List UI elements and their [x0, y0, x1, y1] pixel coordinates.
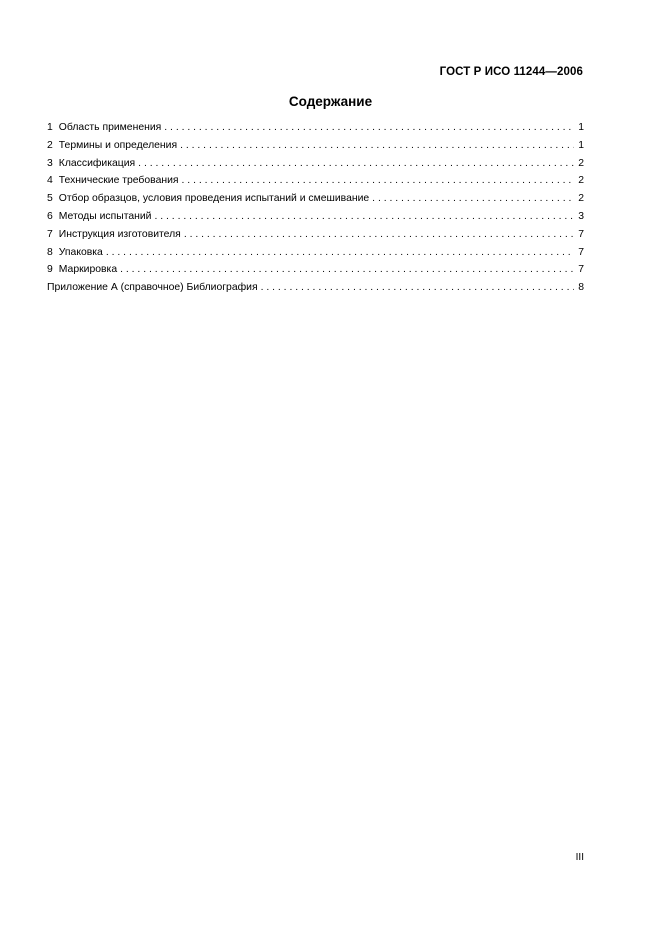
toc-item-number: 9	[47, 264, 53, 276]
toc-item-page: 2	[578, 157, 584, 169]
toc-item-page: 2	[578, 175, 584, 187]
page-number: III	[575, 852, 584, 863]
toc-item-number: 3	[47, 157, 53, 169]
toc-dot-leader	[154, 211, 574, 222]
document-code: ГОСТ Р ИСО 11244—2006	[439, 66, 583, 78]
toc-item-3[interactable]	[47, 158, 584, 176]
toc-title: Содержание	[288, 94, 373, 109]
toc-item-number: 1	[47, 122, 53, 133]
toc-item-number: 8	[47, 246, 53, 258]
toc-item-label: Инструкция изготовителя	[58, 228, 181, 240]
toc-item-label: Приложение А (справочное) Библиография	[47, 282, 258, 294]
toc-item-5[interactable]	[47, 193, 584, 211]
toc-item-appendix-a[interactable]	[47, 282, 584, 300]
toc-dot-leader	[180, 140, 574, 151]
toc-dot-leader	[261, 282, 574, 293]
toc-item-page: 1	[578, 122, 584, 133]
toc-item-8[interactable]	[47, 247, 584, 265]
toc-item-number: 5	[47, 193, 53, 205]
toc-item-label: Область применения	[58, 122, 162, 133]
toc-item-7[interactable]	[47, 229, 584, 247]
toc-item-label: Маркировка	[58, 264, 118, 276]
toc-item-number: 4	[47, 175, 53, 187]
toc-item-1[interactable]	[47, 122, 584, 140]
toc-item-page: 2	[578, 193, 584, 205]
toc-dot-leader	[120, 264, 574, 275]
toc-item-page: 3	[578, 210, 584, 222]
toc-item-6[interactable]	[47, 211, 584, 229]
toc-item-number: 6	[47, 210, 53, 222]
toc-item-label: Термины и определения	[58, 139, 178, 151]
toc-dot-leader	[182, 175, 574, 186]
toc-dot-leader	[184, 229, 574, 240]
toc-item-page: 7	[578, 228, 584, 240]
toc-item-9[interactable]	[47, 264, 584, 282]
toc-dot-leader	[372, 193, 574, 204]
toc-item-label: Упаковка	[58, 246, 103, 258]
toc-item-2[interactable]	[47, 140, 584, 158]
toc-item-page: 1	[578, 139, 584, 151]
toc-dot-leader	[106, 247, 574, 258]
toc-item-4[interactable]	[47, 175, 584, 193]
toc-dot-leader	[164, 122, 574, 133]
table-of-contents	[47, 122, 584, 300]
toc-item-number: 2	[47, 139, 53, 151]
toc-item-label: Отбор образцов, условия проведения испытаний и смешивание	[58, 193, 370, 205]
toc-item-label: Технические требования	[58, 175, 179, 187]
toc-item-number: 7	[47, 228, 53, 240]
toc-item-page: 7	[578, 246, 584, 258]
toc-item-page: 7	[578, 264, 584, 276]
toc-dot-leader	[138, 158, 574, 169]
toc-item-page: 8	[578, 282, 584, 294]
toc-item-label: Классификация	[58, 157, 136, 169]
toc-item-label: Методы испытаний	[58, 210, 152, 222]
